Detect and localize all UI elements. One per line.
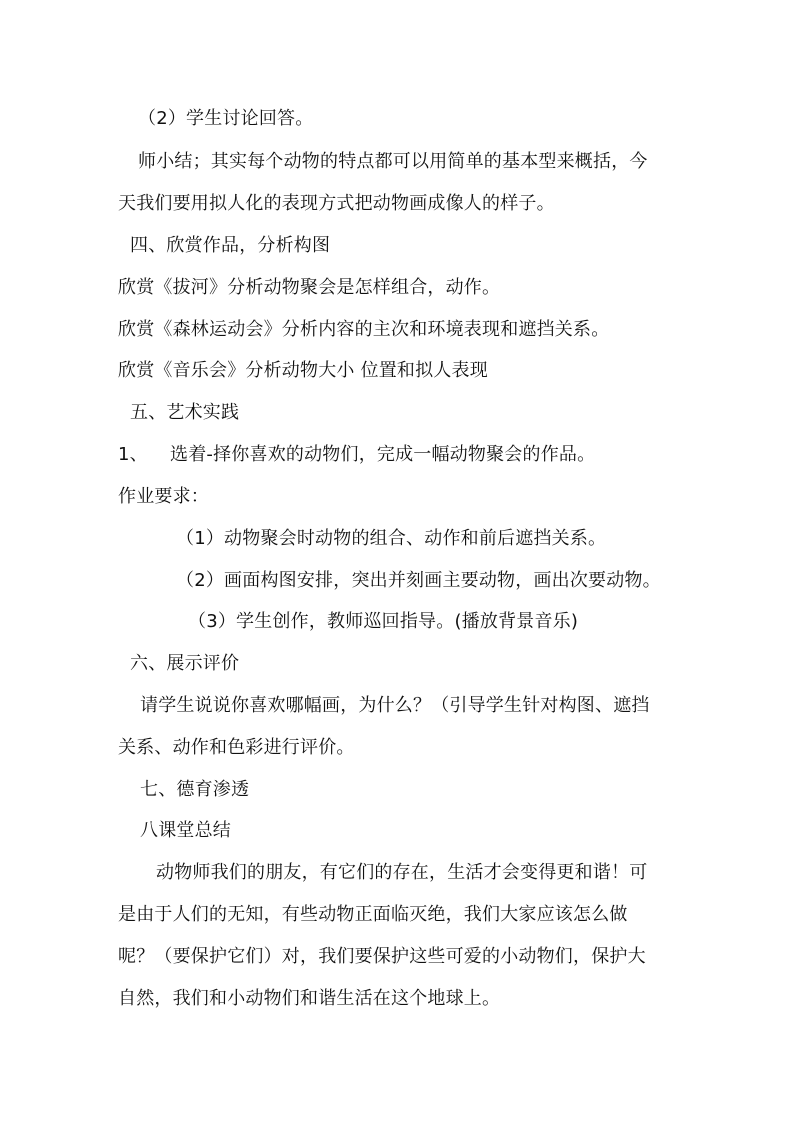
section-heading-8: 八课堂总结 bbox=[140, 820, 231, 841]
conclusion-line-1: 动物师我们的朋友，有它们的存在，生活才会变得更和谐！可 bbox=[156, 862, 648, 883]
teacher-summary-line-2: 天我们要用拟人化的表现方式把动物画成像人的样子。 bbox=[118, 193, 555, 214]
appreciate-line-1: 欣赏《拔河》分析动物聚会是怎样组合，动作。 bbox=[118, 277, 501, 298]
requirement-2: （2）画面构图安排，突出并刻画主要动物，画出次要动物。 bbox=[176, 570, 661, 591]
appreciate-line-3: 欣赏《音乐会》分析动物大小 位置和拟人表现 bbox=[118, 360, 488, 381]
section-heading-6: 六、展示评价 bbox=[130, 653, 240, 674]
conclusion-line-2: 是由于人们的无知，有些动物正面临灭绝，我们大家应该怎么做 bbox=[118, 904, 628, 925]
conclusion-line-3: 呢？（要保护它们）对，我们要保护这些可爱的小动物们，保护大 bbox=[118, 946, 646, 967]
evaluation-line-2: 关系、动作和色彩进行评价。 bbox=[118, 737, 355, 758]
homework-requirements-label: 作业要求： bbox=[118, 486, 209, 507]
section-heading-7: 七、德育渗透 bbox=[140, 779, 250, 800]
practice-item-number: 1、 bbox=[118, 444, 148, 465]
appreciate-line-2: 欣赏《森林运动会》分析内容的主次和环境表现和遮挡关系。 bbox=[118, 319, 610, 340]
requirement-1: （1）动物聚会时动物的组合、动作和前后遮挡关系。 bbox=[176, 528, 607, 549]
section-heading-5: 五、艺术实践 bbox=[130, 402, 240, 423]
step-2-discussion: （2）学生讨论回答。 bbox=[138, 108, 314, 129]
practice-item-text: 选着-择你喜欢的动物们，完成一幅动物聚会的作品。 bbox=[170, 444, 596, 465]
requirement-3: （3）学生创作，教师巡回指导。(播放背景音乐) bbox=[188, 611, 579, 632]
section-heading-4: 四、欣赏作品，分析构图 bbox=[130, 235, 331, 256]
conclusion-line-4: 自然，我们和小动物们和谐生活在这个地球上。 bbox=[118, 988, 501, 1009]
teacher-summary-line-1: 师小结；其实每个动物的特点都可以用简单的基本型来概括，今 bbox=[138, 151, 648, 172]
evaluation-line-1: 请学生说说你喜欢哪幅画，为什么？（引导学生针对构图、遮挡 bbox=[140, 695, 650, 716]
